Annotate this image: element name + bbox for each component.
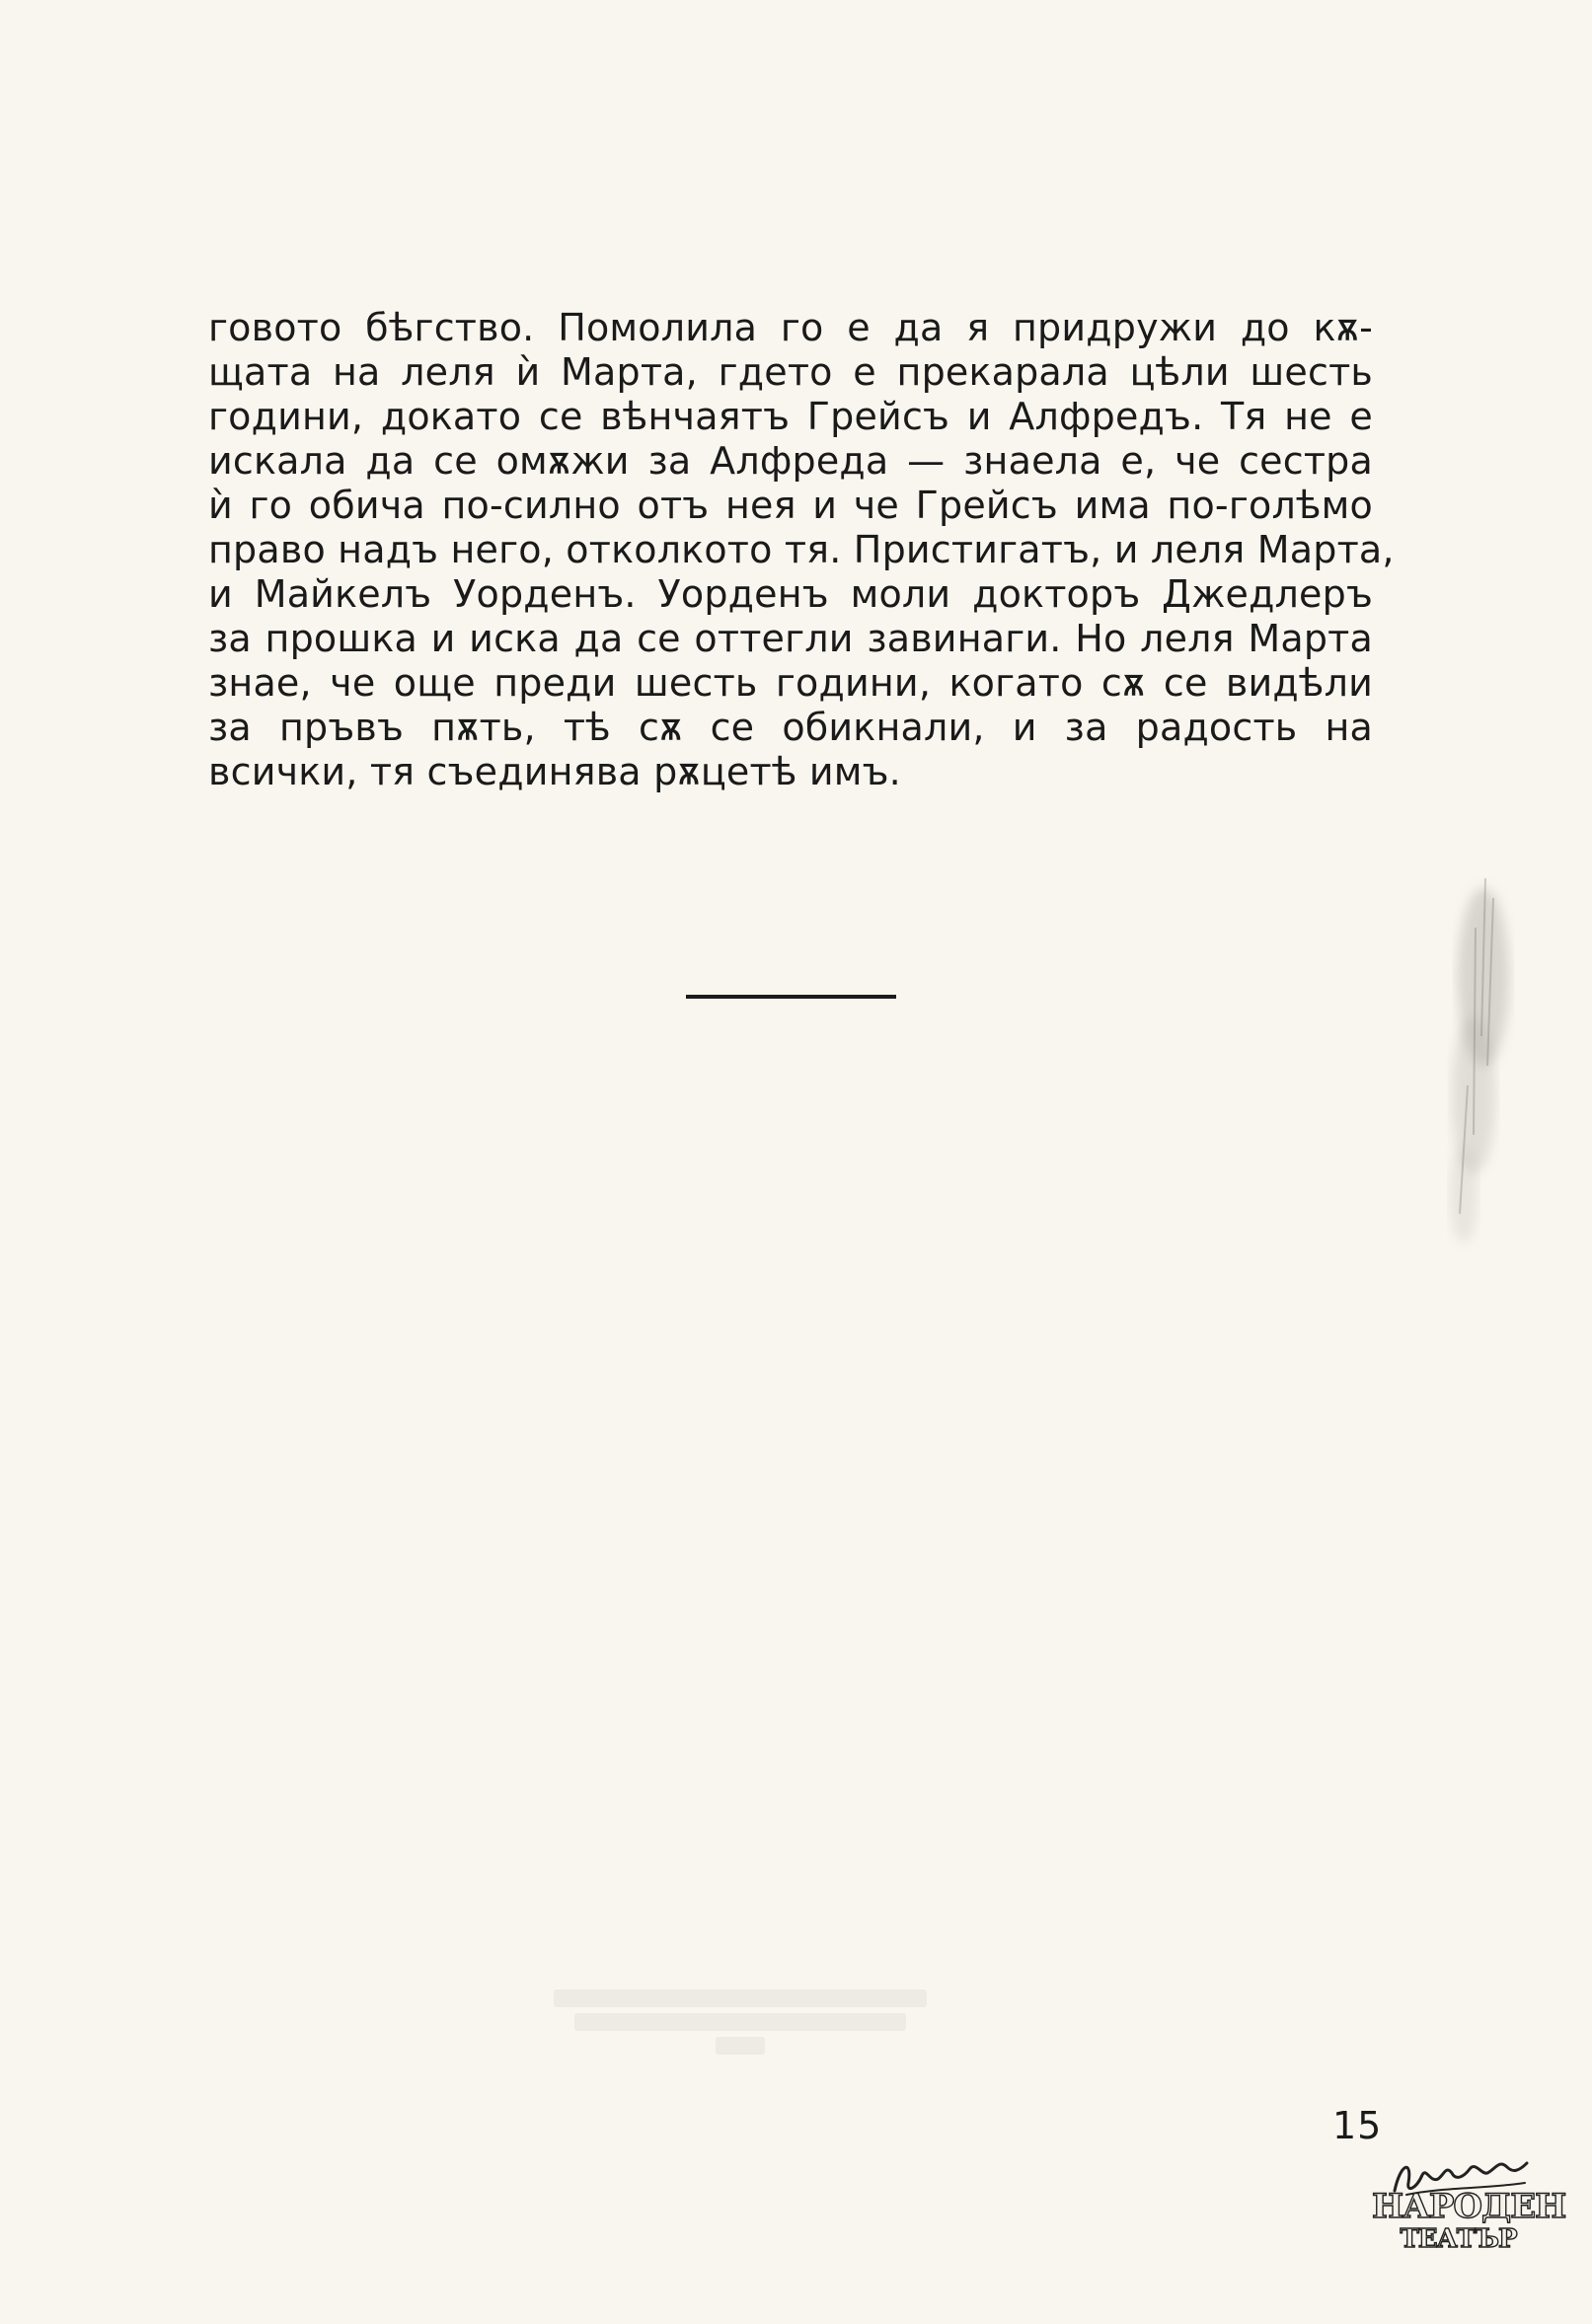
text-line: години, докато се вѣнчаятъ Грейсъ и Алфредъ. Тя не е xyxy=(208,395,1373,438)
text-line: право надъ него, отколкото тя. Пристигатъ, и леля Марта, xyxy=(208,528,1395,571)
text-line: и Майкелъ Уорденъ. Уорденъ моли докторъ Джедлеръ xyxy=(208,572,1373,616)
text-line: щата на леля ѝ Марта, гдето е прекарала цѣли шесть xyxy=(208,350,1373,394)
paper-stain xyxy=(1416,839,1535,1273)
page-number: 15 xyxy=(1332,2104,1383,2147)
national-theatre-stamp xyxy=(1372,2153,1566,2262)
show-through-print xyxy=(533,1984,948,2072)
text-line: говото бѣгство. Помолила го е да я придружи до кѫ- xyxy=(208,306,1373,349)
text-line: за пръвъ пѫть, тѣ сѫ се обикнали, и за радость на xyxy=(208,706,1373,749)
text-line: ѝ го обича по-силно отъ нея и че Грейсъ има по-голѣмо xyxy=(208,484,1373,527)
stamp-text-theatre: ТЕАТЪР xyxy=(1400,2224,1517,2254)
text-line: всички, тя съединява рѫцетѣ имъ. xyxy=(208,750,901,793)
text-line: за прошка и иска да се оттегли завинаги. Но леля Марта xyxy=(208,617,1373,660)
text-line: знае, че още преди шесть години, когато сѫ се видѣли xyxy=(208,661,1373,705)
text-line: искала да се омѫжи за Алфреда — знаела е, че сестра xyxy=(208,439,1373,483)
body-text xyxy=(208,306,1395,794)
section-end-rule xyxy=(686,995,896,999)
stamp-text-national: НАРОДЕН xyxy=(1372,2187,1566,2226)
